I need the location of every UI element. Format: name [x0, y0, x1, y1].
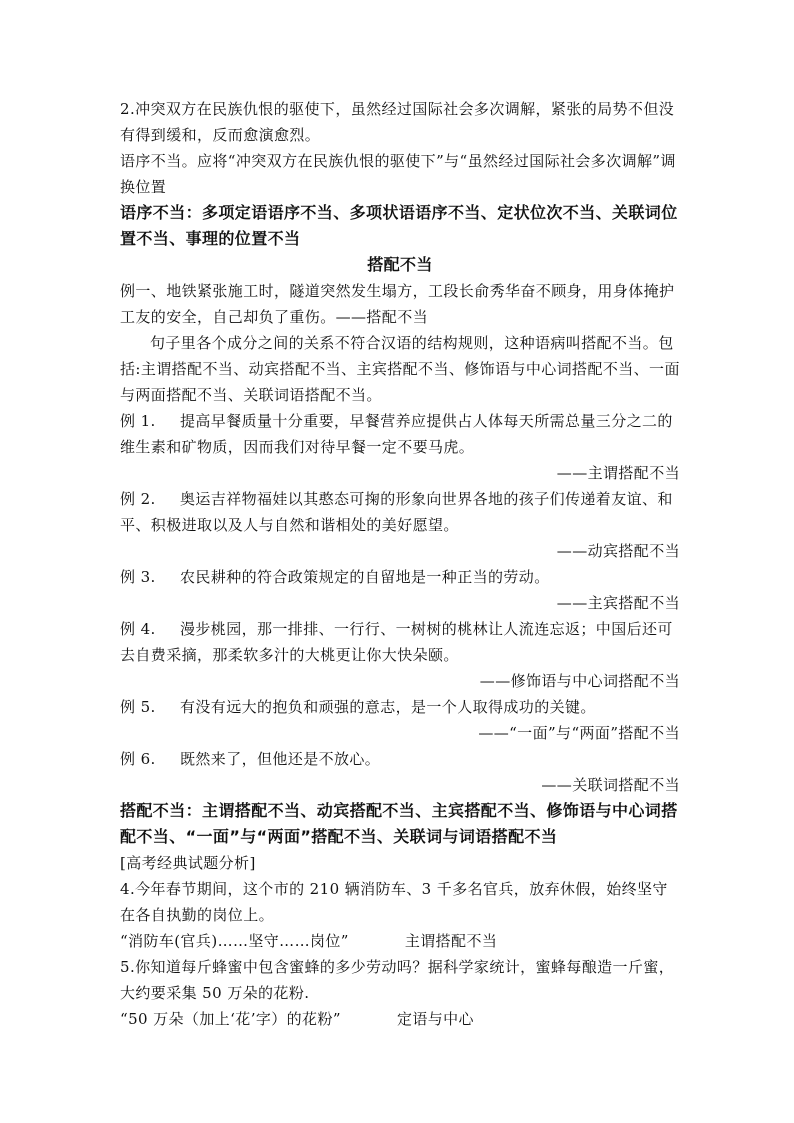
example-text: 有没有远大的抱负和顽强的意志，是一个人取得成功的关键。 — [180, 698, 596, 716]
example-item — [120, 616, 680, 668]
example-label: 例 3. — [120, 568, 156, 586]
example-item — [120, 746, 680, 772]
example-label: 例 2. — [120, 490, 156, 508]
example-item — [120, 694, 680, 720]
analysis-header: [高考经典试题分析] — [120, 854, 256, 872]
q2-answer: 语序不当。应将“冲突双方在民族仇恨的驱使下”与“虽然经过国际社会多次调解”调换位置 — [120, 152, 676, 196]
q4-note-type: 主谓搭配不当 — [404, 932, 498, 950]
q2-question: 2.冲突双方在民族仇恨的驱使下，虽然经过国际社会多次调解，紧张的局势不但没有得到缓和，反而愈演愈烈。 — [120, 100, 675, 144]
example-text: 农民耕种的符合政策规定的自留地是一种正当的劳动。 — [180, 568, 550, 586]
example-label: 例 1. — [120, 412, 156, 430]
example-category: ——关联词搭配不当 — [541, 776, 680, 794]
example-category: ——“一面”与“两面”搭配不当 — [478, 724, 680, 742]
example-text: 提高早餐质量十分重要，早餐营养应提供占人体每天所需总量三分之二的维生素和矿物质，因而我们对待早餐一定不要马虎。 — [120, 412, 673, 456]
example-category: ——主宾搭配不当 — [556, 594, 680, 612]
q4-question: 4.今年春节期间，这个市的 210 辆消防车、3 千多名官兵，放弃休假，始终坚守在各自执勤的岗位上。 — [120, 880, 668, 924]
q5-question: 5.你知道每斤蜂蜜中包含蜜蜂的多少劳动吗？据科学家统计，蜜蜂每酿造一斤蜜，大约要采集 50 万朵的花粉. — [120, 958, 675, 1002]
example-text: 既然来了，但他还是不放心。 — [180, 750, 381, 768]
example-text: 奥运吉祥物福娃以其憨态可掬的形象向世界各地的孩子们传递着友谊、和平、积极进取以及人与自然和谐相处的美好愿望。 — [120, 490, 673, 534]
definition-paragraph: 句子里各个成分之间的关系不符合汉语的结构规则，这种语病叫搭配不当。包括:主谓搭配不当、动宾搭配不当、主宾搭配不当、修饰语与中心词搭配不当、一面与两面搭配不当、关联词语搭配不当。 — [120, 334, 680, 404]
collocation-summary: 搭配不当：主谓搭配不当、动宾搭配不当、主宾搭配不当、修饰语与中心词搭配不当、“一面”与“两面”搭配不当、关联词与词语搭配不当 — [120, 801, 678, 846]
example-item — [120, 408, 680, 460]
example-one: 例一、地铁紧张施工时，隧道突然发生塌方，工段长俞秀华奋不顾身，用身体掩护工友的安全，自己却负了重伤。——搭配不当 — [120, 282, 675, 326]
example-category: ——动宾搭配不当 — [556, 542, 680, 560]
example-text: 漫步桃园，那一排排、一行行、一树树的桃林让人流连忘返；中国后还可去自费采摘，那柔软多汁的大桃更让你大快朵颐。 — [120, 620, 673, 664]
example-label: 例 5. — [120, 698, 156, 716]
q4-note: “消防车(官兵)……坚守……岗位” — [120, 932, 349, 950]
q5-note-row — [120, 1006, 680, 1032]
section-title: 搭配不当 — [367, 255, 433, 274]
example-category: ——主谓搭配不当 — [556, 464, 680, 482]
q4-note-row — [120, 928, 680, 954]
example-item — [120, 486, 680, 538]
q5-note-type: 定语与中心 — [396, 1010, 474, 1028]
example-item — [120, 564, 680, 590]
q5-note: “50 万朵（加上‘花’字）的花粉” — [120, 1010, 341, 1028]
example-category: ——修饰语与中心词搭配不当 — [479, 672, 680, 690]
example-label: 例 4. — [120, 620, 156, 638]
q2-summary: 语序不当：多项定语语序不当、多项状语语序不当、定状位次不当、关联词位置不当、事理的位置不当 — [120, 203, 678, 248]
example-label: 例 6. — [120, 750, 156, 768]
